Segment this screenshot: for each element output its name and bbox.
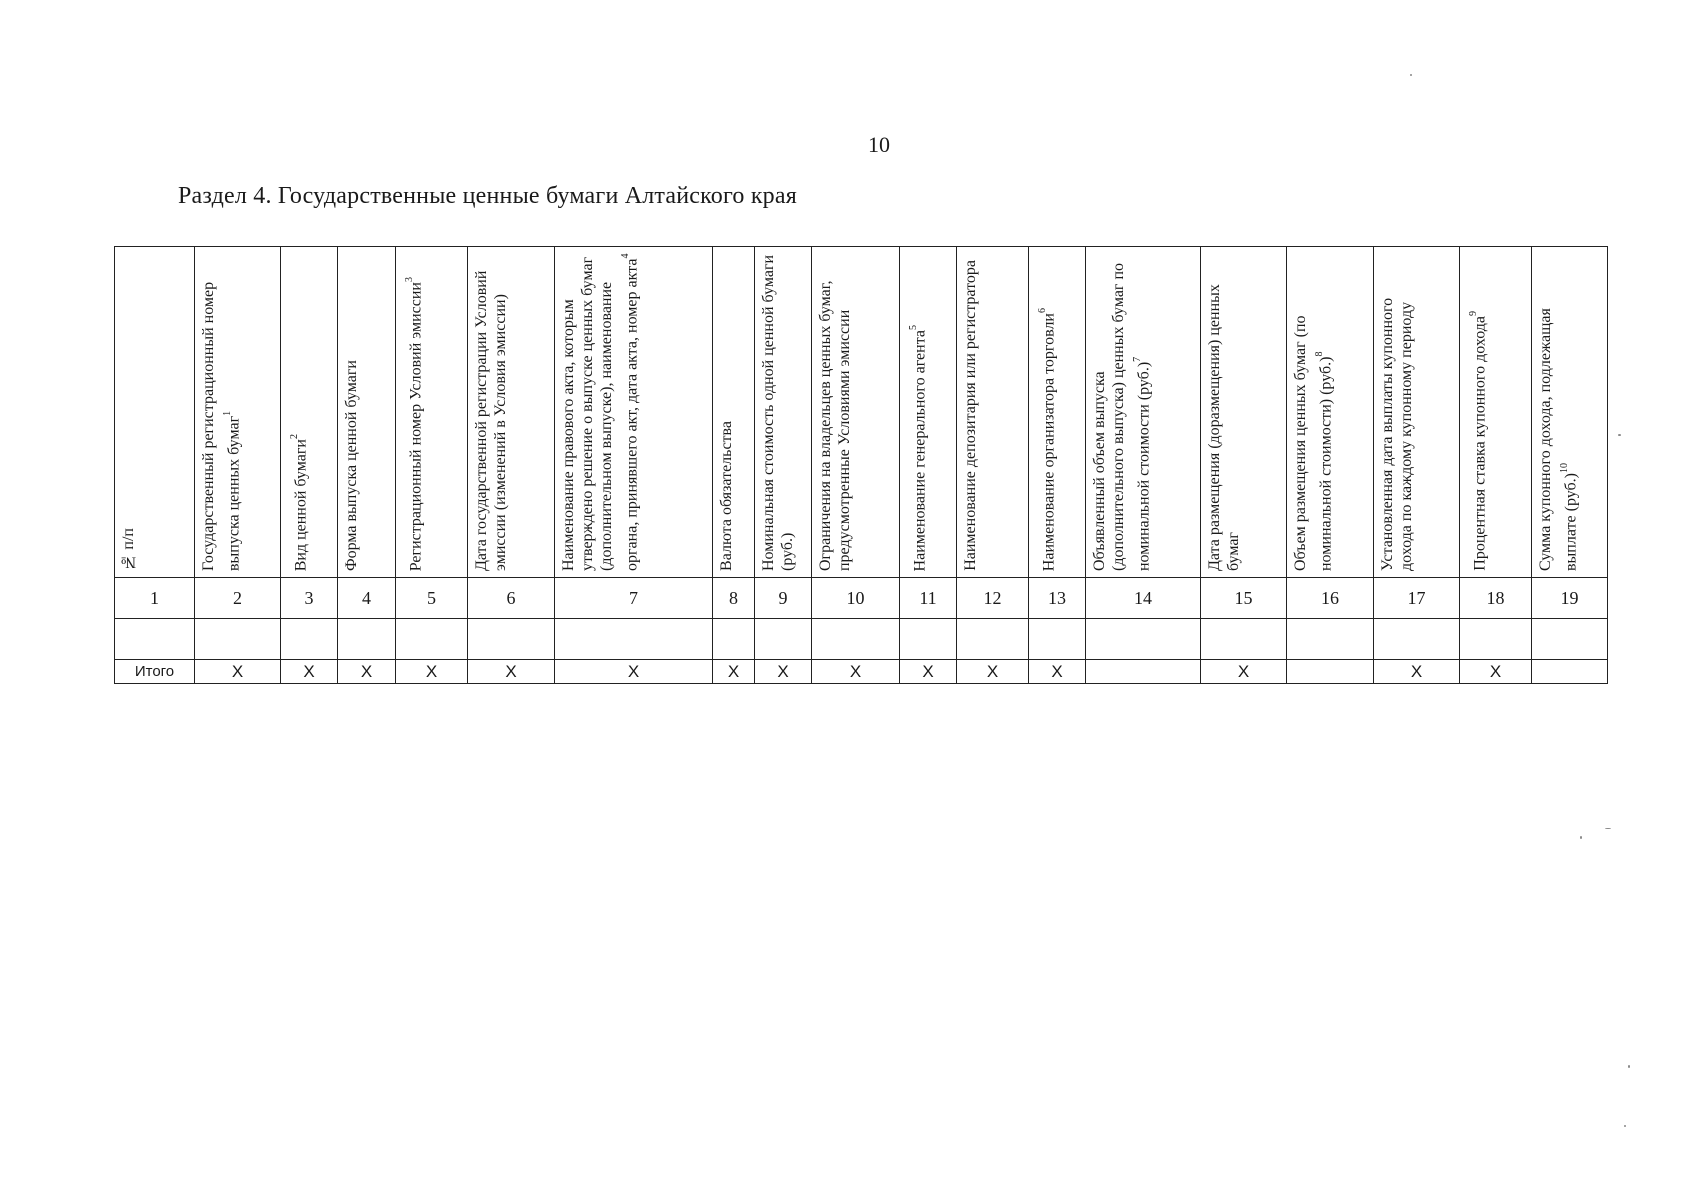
securities-table: [114, 246, 1608, 684]
column-number: 2: [195, 578, 281, 619]
total-cell: X: [900, 660, 957, 684]
header-row: [115, 247, 1608, 578]
scan-speck: [1628, 1065, 1630, 1068]
column-number: 5: [396, 578, 468, 619]
column-number: 10: [812, 578, 900, 619]
column-header-text: Наименование правового акта, которым утверждено решение о выпуске ценных бумаг (дополнительном выпуске), наименование органа, принявшего акт, дата акта, номер акта$^4$: [560, 253, 641, 571]
column-header-9: [755, 247, 812, 578]
empty-cell: [1287, 619, 1374, 660]
empty-cell: [812, 619, 900, 660]
empty-cell: [957, 619, 1029, 660]
column-header-text: Дата государственной регистрации Условий эмиссии (изменений в Условия эмиссии): [473, 270, 509, 571]
empty-cell: [195, 619, 281, 660]
scan-speck: [1618, 434, 1621, 436]
column-header-text: Номинальная стоимость одной ценной бумаги (руб.): [760, 254, 796, 571]
total-cell: X: [713, 660, 755, 684]
footnote-marker: 4: [620, 253, 631, 259]
footnote-marker: 7: [1132, 356, 1143, 362]
column-header-6: [468, 247, 555, 578]
footnote-marker: 3: [404, 276, 415, 282]
total-cell: X: [812, 660, 900, 684]
empty-cell: [713, 619, 755, 660]
column-header-11: [900, 247, 957, 578]
footnote-marker: 5: [908, 324, 919, 330]
total-cell: [1086, 660, 1201, 684]
footnote-marker: 9: [1468, 311, 1479, 317]
empty-cell: [1086, 619, 1201, 660]
empty-cell: [1374, 619, 1460, 660]
column-header-4: [338, 247, 396, 578]
column-header-17: [1374, 247, 1460, 578]
column-number: 11: [900, 578, 957, 619]
column-number-row: [115, 578, 1608, 619]
scan-speck: [1624, 1125, 1626, 1127]
column-header-2: [195, 247, 281, 578]
total-cell: X: [338, 660, 396, 684]
column-header-text: Государственный регистрационный номер выпуска ценных бумаг$^1$: [200, 281, 243, 571]
column-header-14: [1086, 247, 1201, 578]
column-number: 14: [1086, 578, 1201, 619]
column-number: 7: [555, 578, 713, 619]
section-title: Раздел 4. Государственные ценные бумаги Алтайского края: [178, 183, 797, 209]
empty-cell: [555, 619, 713, 660]
empty-cell: [281, 619, 338, 660]
empty-cell: [1460, 619, 1532, 660]
column-number: 1: [115, 578, 195, 619]
column-header-12: [957, 247, 1029, 578]
column-header-text: Регистрационный номер Условий эмиссии$^3$: [404, 276, 425, 571]
empty-cell: [900, 619, 957, 660]
empty-cell: [1532, 619, 1608, 660]
footnote-marker: 10: [1559, 462, 1570, 473]
scan-speck: [1605, 828, 1611, 829]
total-row: [115, 660, 1608, 684]
column-header-text: Наименование организатора торговли$^6$: [1037, 307, 1058, 571]
total-cell: X: [1374, 660, 1460, 684]
total-cell: [1287, 660, 1374, 684]
column-number: 13: [1029, 578, 1086, 619]
column-header-16: [1287, 247, 1374, 578]
total-cell: X: [195, 660, 281, 684]
empty-cell: [1029, 619, 1086, 660]
column-number: 18: [1460, 578, 1532, 619]
empty-cell: [338, 619, 396, 660]
column-header-13: [1029, 247, 1086, 578]
empty-cell: [1201, 619, 1287, 660]
page-number: 10: [868, 132, 890, 157]
column-header-text: Установленная дата выплаты купонного дохода по каждому купонному периоду: [1379, 297, 1415, 571]
column-header-text: Форма выпуска ценной бумаги: [343, 359, 360, 571]
total-label: Итого: [115, 660, 195, 684]
footnote-marker: 1: [222, 410, 233, 416]
empty-cell: [755, 619, 812, 660]
empty-cell: [468, 619, 555, 660]
column-header-8: [713, 247, 755, 578]
total-cell: X: [755, 660, 812, 684]
column-number: 3: [281, 578, 338, 619]
scan-speck: [1410, 74, 1412, 76]
total-cell: X: [468, 660, 555, 684]
column-header-1: [115, 247, 195, 578]
column-number: 19: [1532, 578, 1608, 619]
column-number: 9: [755, 578, 812, 619]
column-header-text: Валюта обязательства: [718, 421, 735, 571]
column-number: 16: [1287, 578, 1374, 619]
column-header-text: Наименование депозитария или регистратора: [962, 260, 979, 571]
column-header-10: [812, 247, 900, 578]
column-header-text: Ограничения на владельцев ценных бумаг, предусмотренные Условиями эмиссии: [817, 280, 853, 571]
column-header-text: Наименование генерального агента$^5$: [908, 324, 929, 571]
column-header-5: [396, 247, 468, 578]
column-header-text: Объем размещения ценных бумаг (по номинальной стоимости) $(руб.)^8$: [1292, 315, 1335, 571]
column-number: 8: [713, 578, 755, 619]
footnote-marker: 6: [1037, 307, 1048, 313]
column-header-text: Сумма купонного дохода, подлежащая выплате $(руб.)^{10}$: [1537, 308, 1580, 571]
total-cell: X: [1460, 660, 1532, 684]
empty-cell: [396, 619, 468, 660]
column-number: 15: [1201, 578, 1287, 619]
column-number: 17: [1374, 578, 1460, 619]
total-cell: X: [396, 660, 468, 684]
total-cell: X: [1029, 660, 1086, 684]
total-cell: X: [281, 660, 338, 684]
column-header-text: Объявленный объем выпуска (дополнительного выпуска) ценных бумаг по номинальной стоимости $(руб.)^7$: [1091, 262, 1153, 571]
data-row: [115, 619, 1608, 660]
column-number: 6: [468, 578, 555, 619]
scan-speck: [1580, 836, 1582, 839]
column-header-15: [1201, 247, 1287, 578]
column-header-text: № п/п: [120, 528, 137, 571]
column-number: 4: [338, 578, 396, 619]
column-header-7: [555, 247, 713, 578]
empty-cell: [115, 619, 195, 660]
total-cell: X: [1201, 660, 1287, 684]
column-number: 12: [957, 578, 1029, 619]
column-header-3: [281, 247, 338, 578]
column-header-18: [1460, 247, 1532, 578]
footnote-marker: 2: [289, 433, 300, 439]
column-header-text: Процентная ставка купонного дохода$^9$: [1468, 311, 1489, 571]
total-cell: [1532, 660, 1608, 684]
footnote-marker: 8: [1314, 351, 1325, 357]
column-header-text: Дата размещения (доразмещения) ценных бумаг: [1206, 284, 1242, 571]
column-header-19: [1532, 247, 1608, 578]
column-header-text: Вид ценной бумаги$^2$: [289, 433, 310, 571]
total-cell: X: [555, 660, 713, 684]
total-cell: X: [957, 660, 1029, 684]
